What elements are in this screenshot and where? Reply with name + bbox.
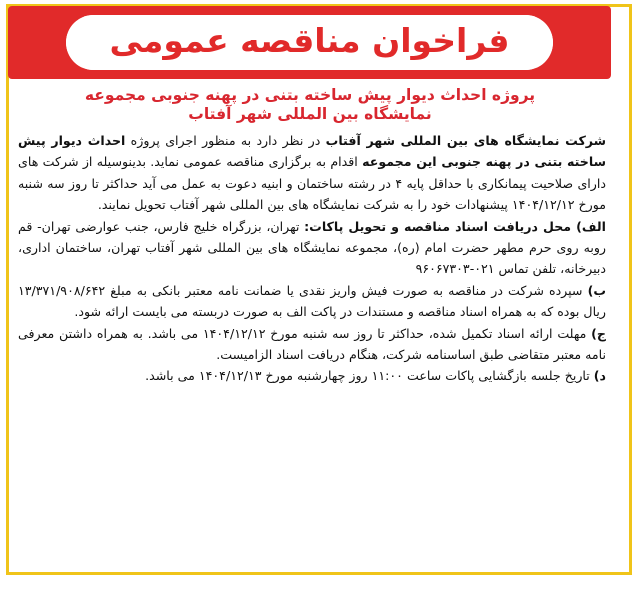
section-a-label: الف) محل دریافت اسناد مناقصه و تحویل پاکات: [304, 218, 606, 234]
section-a-text: تهران، بزرگراه خلیج فارس، جنب عوارضی تهران- قم روبه روی حرم مطهر حضرت امام (ره)، مجموعه نمایشگاه های بین المللی شهر آفتاب تهران، ساختمان اداری، دبیرخانه، تلفن تماس ۰۲۱-۹۶۰۶۷۳۰۳ [18, 218, 606, 277]
intro-paragraph [18, 130, 606, 216]
subtitle-line-2: نمایشگاه بین المللی شهر آفتاب [188, 105, 432, 123]
subtitle-line-1: پروژه احداث دیوار پیش ساخته بتنی در پهنه جنوبی مجموعه [84, 86, 536, 104]
title-banner [8, 6, 611, 79]
section-d-label: د) [593, 368, 606, 384]
section-b-text: سپرده شرکت در مناقصه به صورت فیش واریز نقدی یا ضمانت نامه معتبر بانکی به مبلغ ۱۳/۳۷۱/۹۰۸/۶۴۲ ریال بوده که به همراه اسناد مناقصه و مستندات در پاکت الف به صورت دربسته می بایست ارائه شود. [18, 282, 606, 320]
project-name: احداث دیوار پیش ساخته بتنی در پهنه جنوبی این مجموعه [18, 133, 606, 170]
section-b-label: ب) [587, 282, 606, 298]
page-title: فراخوان مناقصه عمومی [66, 15, 554, 70]
section-b [18, 280, 606, 323]
company-name: شرکت نمایشگاه های بین المللی شهر آفتاب [325, 133, 606, 148]
intro-text-1: در نظر دارد به منظور اجرای پروژه [125, 133, 326, 148]
notice-body [18, 130, 606, 387]
section-c-text: مهلت ارائه اسناد تکمیل شده، حداکثر تا روز سه شنبه مورخ ۱۴۰۴/۱۲/۱۲ می باشد. به همراه داشتن معرفی نامه معتبر متقاضی طبق اساسنامه شرکت، هنگام دریافت اسناد الزامیست. [18, 325, 606, 363]
intro-text-2: اقدام به برگزاری مناقصه عمومی نماید. بدینوسیله از شرکت های دارای صلاحیت پیمانکاری با حداقل پایه ۴ در رشته ساختمان و ابنیه دعوت به عمل می آید حداکثر تا روز سه شنبه مورخ ۱۴۰۴/۱۲/۱۲ پیشنهادات خود را به شرکت نمایشگاه های بین المللی شهر آفتاب تحویل نمایند. [18, 154, 606, 213]
section-a [18, 216, 606, 280]
section-c [18, 323, 606, 366]
project-subtitle [10, 86, 610, 124]
section-d [18, 365, 606, 386]
section-c-label: ج) [591, 325, 607, 341]
section-d-text: تاریخ جلسه بازگشایی پاکات ساعت ۱۱:۰۰ روز چهارشنبه مورخ ۱۴۰۴/۱۲/۱۳ می باشد. [145, 368, 594, 384]
